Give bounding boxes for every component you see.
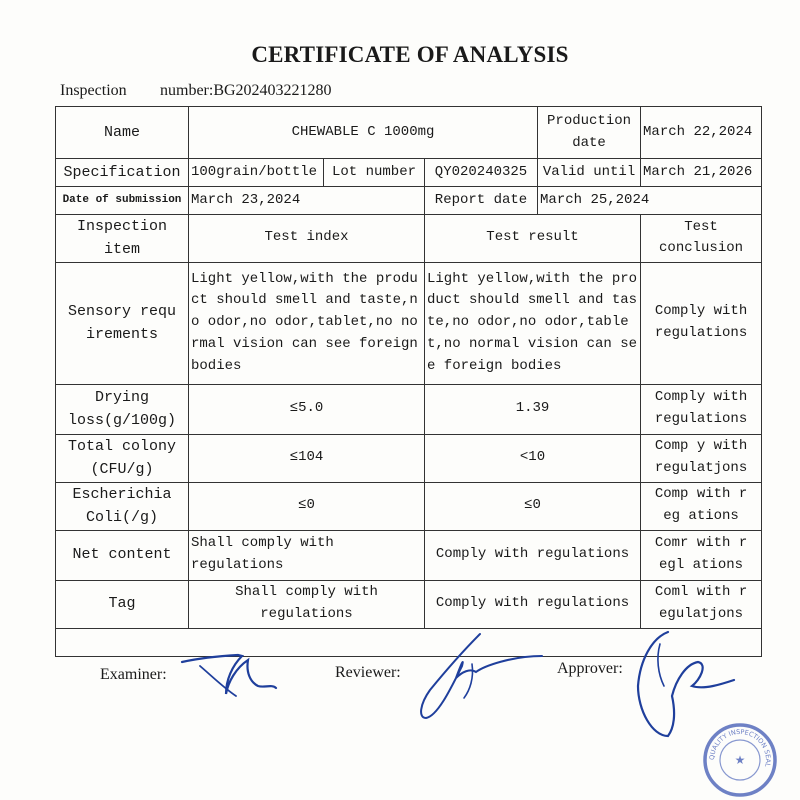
colony-result: <10 xyxy=(425,434,641,482)
sensory-conclusion: Comply with regulations xyxy=(641,262,762,384)
row-sensory xyxy=(56,262,762,384)
row-specification xyxy=(56,159,762,187)
drying-index: ≤5.0 xyxy=(189,384,425,434)
row-total-colony xyxy=(56,434,762,482)
sensory-item: Sensory requ irements xyxy=(56,262,189,384)
net-result: Comply with regulations xyxy=(425,530,641,580)
col-header-item: Inspection item xyxy=(56,215,189,263)
reviewer-label: Reviewer: xyxy=(335,664,401,681)
colony-index: ≤104 xyxy=(189,434,425,482)
stamp-star-icon: ★ xyxy=(734,753,746,767)
lot-number-label: Lot number xyxy=(324,159,425,187)
row-name xyxy=(56,107,762,159)
valid-until-value: March 21,2026 xyxy=(641,159,762,187)
sensory-result: Light yellow,with the product should smell and taste,no odor,no odor,tablet,no normal vision can see foreign bodies xyxy=(425,262,641,384)
ecoli-index: ≤0 xyxy=(189,482,425,530)
drying-result: 1.39 xyxy=(425,384,641,434)
stamp-text: QUALITY INSPECTION SEAL xyxy=(707,727,773,768)
colony-item: Total colony (CFU/g) xyxy=(56,434,189,482)
net-item: Net content xyxy=(56,530,189,580)
reviewer-signature xyxy=(412,628,547,723)
tag-conclusion: Coml with r egulatjons xyxy=(641,580,762,628)
tag-item: Tag xyxy=(56,580,189,628)
specification-value: 100grain/bottle xyxy=(189,159,324,187)
colony-conclusion: Comp y with regulatjons xyxy=(641,434,762,482)
report-date-label: Report date xyxy=(425,187,538,215)
row-column-headers xyxy=(56,215,762,263)
net-conclusion: Comr with r egl ations xyxy=(641,530,762,580)
tag-result: Comply with regulations xyxy=(425,580,641,628)
row-tag xyxy=(56,580,762,628)
examiner-label: Examiner: xyxy=(100,666,167,683)
name-label: Name xyxy=(56,107,189,159)
inspection-label: Inspection xyxy=(60,82,127,99)
col-header-result: Test result xyxy=(425,215,641,263)
name-value: CHEWABLE C 1000mg xyxy=(189,107,538,159)
submission-date-label: Date of submission xyxy=(56,187,189,215)
col-header-conclusion: Test conclusion xyxy=(641,215,762,263)
inspection-stamp xyxy=(700,720,780,800)
analysis-table xyxy=(55,106,762,657)
report-date-value: March 25,2024 xyxy=(538,187,762,215)
drying-conclusion: Comply with regulations xyxy=(641,384,762,434)
row-net-content xyxy=(56,530,762,580)
ecoli-result: ≤0 xyxy=(425,482,641,530)
examiner-signature xyxy=(180,650,300,705)
approver-label: Approver: xyxy=(557,660,623,677)
sensory-index: Light yellow,with the product should smell and taste,no odor,no odor,tablet,no normal vision can see foreign bodies xyxy=(189,262,425,384)
inspection-number: number:BG202403221280 xyxy=(160,82,332,99)
row-escherichia xyxy=(56,482,762,530)
drying-item: Drying loss(g/100g) xyxy=(56,384,189,434)
specification-label: Specification xyxy=(56,159,189,187)
production-date-value: March 22,2024 xyxy=(641,107,762,159)
row-drying-loss xyxy=(56,384,762,434)
production-date-label: Production date xyxy=(538,107,641,159)
row-submission xyxy=(56,187,762,215)
col-header-index: Test index xyxy=(189,215,425,263)
tag-index: Shall comply with regulations xyxy=(189,580,425,628)
ecoli-item: Escherichia Coli(/g) xyxy=(56,482,189,530)
valid-until-label: Valid until xyxy=(538,159,641,187)
net-index: Shall comply with regulations xyxy=(189,530,425,580)
document-title: CERTIFICATE OF ANALYSIS xyxy=(251,42,569,67)
lot-number-value: QY020240325 xyxy=(425,159,538,187)
ecoli-conclusion: Comp with r eg ations xyxy=(641,482,762,530)
submission-date-value: March 23,2024 xyxy=(189,187,425,215)
